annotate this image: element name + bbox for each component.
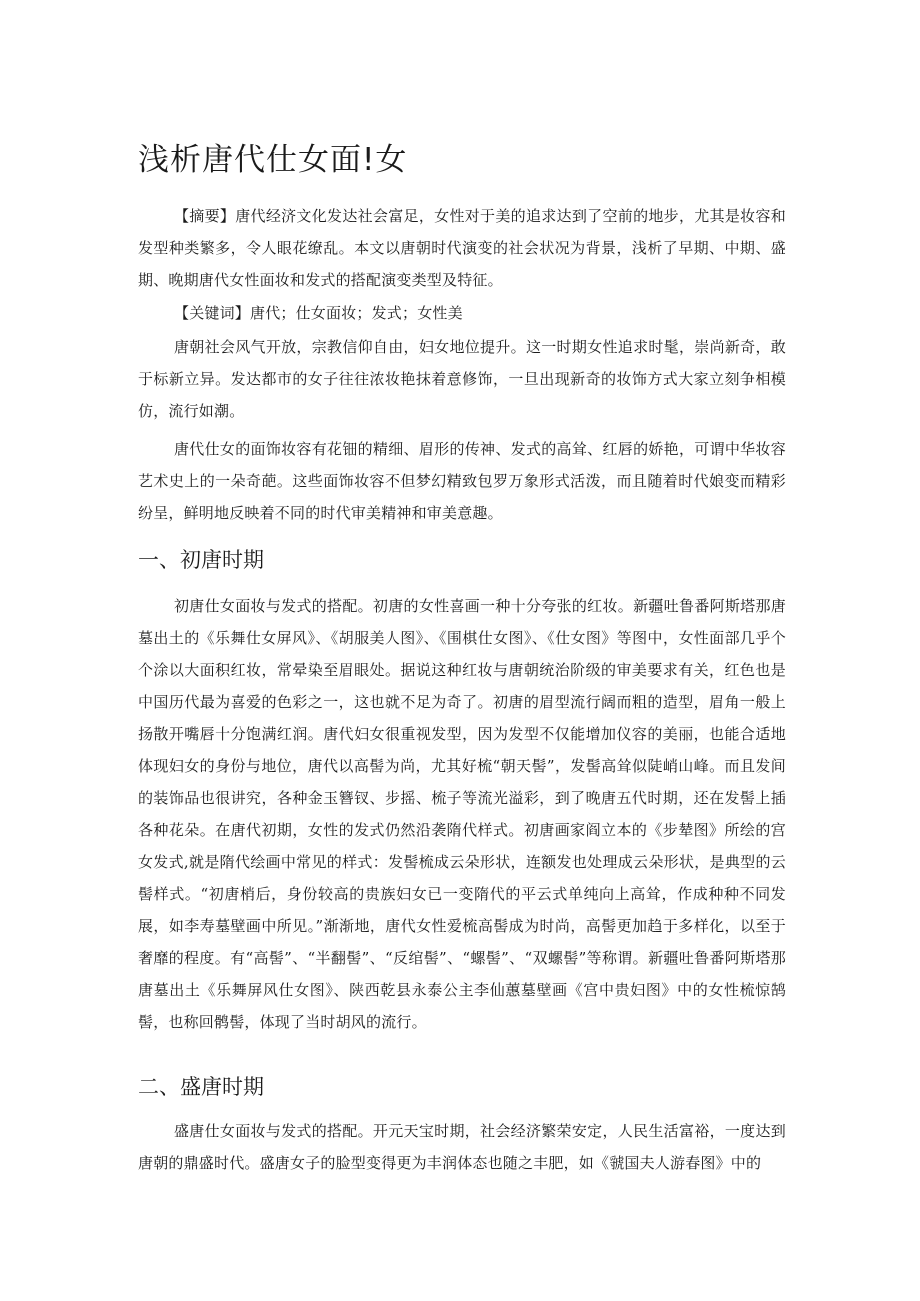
abstract-paragraph: 【摘要】唐代经济文化发达社会富足，女性对于美的追求达到了空前的地步，尤其是妆容和发型种类繁多，令人眼花缭乱。本文以唐朝时代演变的社会状况为背景，浅析了早期、中期、盛期、晚期唐代女性面妆和发式的搭配演变类型及特征。 — [138, 207, 786, 289]
section-heading-high-tang: 二、盛唐时期 — [138, 1075, 264, 1099]
section-paragraph-high-tang: 盛唐仕女面妆与发式的搭配。开元天宝时期，社会经济繁荣安定，人民生活富裕，一度达到唐朝的鼎盛时代。盛唐女子的脸型变得更为丰润体态也随之丰肥，如《虢国夫人游春图》中的 — [138, 1122, 786, 1172]
intro-paragraph-1: 唐朝社会风气开放，宗教信仰自由，妇女地位提升。这一时期女性追求时髦，崇尚新奇，敢于标新立异。发达都市的女子往往浓妆艳抹着意修饰，一旦出现新奇的妆饰方式大家立刻争相模仿，流行如潮。 — [138, 338, 786, 420]
document-title: 浅析唐代仕女面!女 — [138, 142, 408, 178]
intro-paragraph-2: 唐代仕女的面饰妆容有花钿的精细、眉形的传神、发式的高耸、红唇的娇艳，可谓中华妆容艺术史上的一朵奇葩。这些面饰妆容不但梦幻精致包罗万象形式活泼，而且随着时代娘变而精彩纷呈，鲜明地反映着不同的时代审美精神和审美意趣。 — [138, 440, 786, 522]
section-heading-early-tang: 一、初唐时期 — [138, 548, 264, 572]
keywords-text: 【关键词】唐代；仕女面妆；发式；女性美 — [174, 304, 463, 322]
keywords-line — [138, 297, 786, 329]
section-paragraph-early-tang: 初唐仕女面妆与发式的搭配。初唐的女性喜画一种十分夸张的红妆。新疆吐鲁番阿斯塔那唐墓出土的《乐舞仕女屏风》、《胡服美人图》、《围棋仕女图》、《仕女图》等图中，女性面部几乎个个涂以大面积红妆，常晕染至眉眼处。据说这种红妆与唐朝统治阶级的审美要求有关，红色也是中国历代最为喜爱的色彩之一，这也就不足为奇了。初唐的眉型流行阔而粗的造型，眉角一般上扬散开嘴唇十分饱满红润。唐代妇女很重视发型，因为发型不仅能增加仪容的美丽，也能合适地体现妇女的身份与地位，唐代以高髻为尚，尤其好梳“朝天髻”，发髻高耸似陡峭山峰。而且发间的装饰品也很讲究，各种金玉簪钗、步摇、梳子等流光溢彩，到了晚唐五代时期，还在发髻上插各种花朵。在唐代初期，女性的发式仍然沿袭隋代样式。初唐画家阎立本的《步辇图》所绘的宫女发式,就是隋代绘画中常见的样式：发髻梳成云朵形状，连额发也处理成云朵形状，是典型的云髻样式。“初唐梢后，身份较高的贵族妇女已一变隋代的平云式单纯向上高耸，作成种种不同发展，如李寿墓壁画中所见。”渐渐地，唐代女性爱梳高髻成为时尚，高髻更加趋于多样化，以至于奢靡的程度。有“高髻”、“半翻髻”、“反绾髻”、“螺髻”、“双螺髻”等称谓。新疆吐鲁番阿斯塔那唐墓出土《乐舞屏风仕女图》、陕西乾县永泰公主李仙蕙墓壁画《宫中贵妇图》中的女性梳惊鹄髻，也称回鹘髻，体现了当时胡风的流行。 — [138, 597, 786, 1031]
